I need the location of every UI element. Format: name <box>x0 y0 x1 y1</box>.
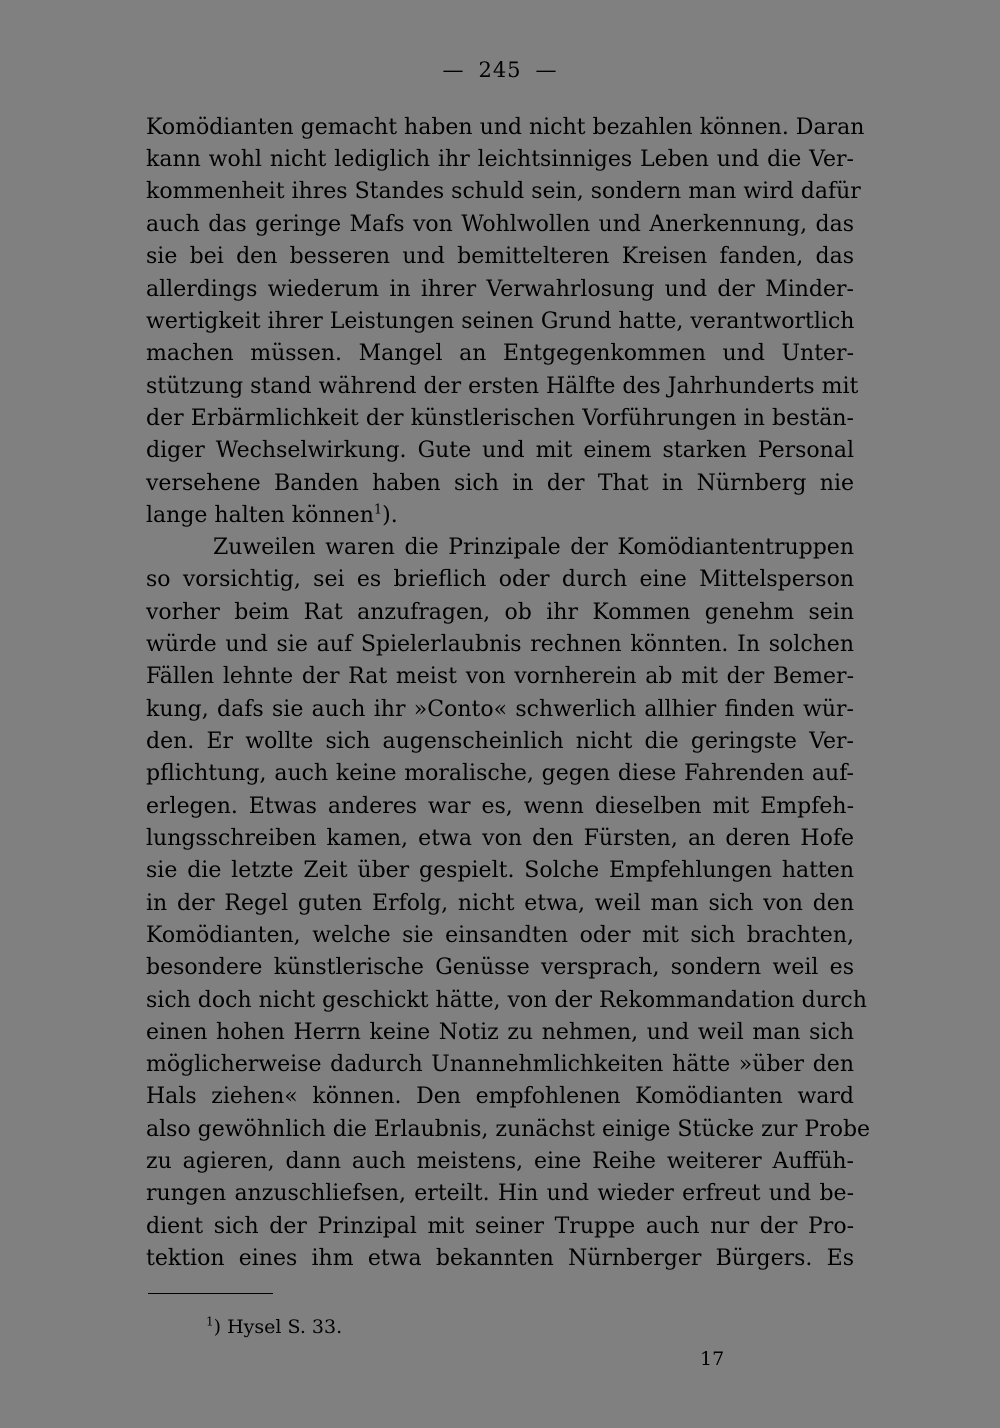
text-line: auch das geringe Mafs von Wohlwollen und Anerkennung, das <box>146 212 854 237</box>
text-line: rungen anzuschliefsen, erteilt. Hin und wieder erfreut und be- <box>146 1181 854 1206</box>
text-line: den. Er wollte sich augenscheinlich nicht die geringste Ver- <box>146 729 854 754</box>
text-line: sie bei den besseren und bemittelteren Kreisen fanden, das <box>146 244 854 269</box>
text-line: kommenheit ihres Standes schuld sein, sondern man wird dafür <box>146 179 861 204</box>
footnote-ref-marker: 1 <box>373 502 383 518</box>
footnote <box>206 1313 342 1341</box>
text-line: allerdings wiederum in ihrer Verwahrlosung und der Minder- <box>146 277 854 302</box>
page-number: 245 <box>478 58 522 82</box>
text-line: machen müssen. Mangel an Entgegenkommen und Unter- <box>146 341 854 366</box>
text-line: stützung stand während der ersten Hälfte des Jahrhunderts mit <box>146 374 859 399</box>
text-line: Komödianten, welche sie einsandten oder mit sich brachten, <box>146 923 854 948</box>
footnote-separator <box>148 1293 273 1294</box>
text-line: sie die letzte Zeit über gespielt. Solche Empfehlungen hatten <box>146 858 854 883</box>
text-line: Komödianten gemacht haben und nicht bezahlen können. Daran <box>146 115 865 140</box>
header-dash-left: — <box>442 58 465 82</box>
text-line: wertigkeit ihrer Leistungen seinen Grund hatte, verantwortlich <box>146 309 855 334</box>
text-line: versehene Banden haben sich in der That in Nürnberg nie <box>146 471 854 496</box>
text-line: lange halten können <box>146 503 374 528</box>
header-dash-right: — <box>535 58 558 82</box>
text-line: zu agieren, dann auch meistens, eine Reihe weiterer Auffüh- <box>146 1149 854 1174</box>
text-line: einen hohen Herrn keine Notiz zu nehmen, und weil man sich <box>146 1020 854 1045</box>
text-line: lungsschreiben kamen, etwa von den Fürsten, an deren Hofe <box>146 826 854 851</box>
text-line: besondere künstlerische Genüsse versprach, sondern weil es <box>146 955 854 980</box>
text-line: kann wohl nicht lediglich ihr leichtsinniges Leben und die Ver- <box>146 147 854 172</box>
footnote-marker: 1 <box>206 1314 214 1329</box>
text-line: pflichtung, auch keine moralische, gegen diese Fahrenden auf- <box>146 761 854 786</box>
text-line: kung, dafs sie auch ihr »Conto« schwerlich allhier finden wür- <box>146 697 854 722</box>
text-line: Hals ziehen« können. Den empfohlenen Komödianten ward <box>146 1084 854 1109</box>
text-line-with-footnote-ref <box>146 500 854 532</box>
paragraph-first-line: Zuweilen waren die Prinzipale der Komödiantentruppen <box>213 535 854 560</box>
text-line: möglicherweise dadurch Unannehmlichkeiten hätte »über den <box>146 1052 854 1077</box>
text-line: so vorsichtig, sei es brieflich oder durch eine Mittelsperson <box>146 567 854 592</box>
text-line: sich doch nicht geschickt hätte, von der Rekommandation durch <box>146 988 867 1013</box>
page-header <box>0 58 1000 82</box>
text-line: tektion eines ihm etwa bekannten Nürnberger Bürgers. Es <box>146 1246 854 1271</box>
footnote-text: ) Hysel S. 33. <box>213 1316 343 1338</box>
text-line: Fällen lehnte der Rat meist von vornherein ab mit der Bemer- <box>146 664 854 689</box>
text-line: erlegen. Etwas anderes war es, wenn dieselben mit Empfeh- <box>146 794 854 819</box>
text-line: diger Wechselwirkung. Gute und mit einem starken Personal <box>146 438 854 463</box>
signature-mark: 17 <box>700 1348 725 1370</box>
text-line: in der Regel guten Erfolg, nicht etwa, weil man sich von den <box>146 891 854 916</box>
text-line: vorher beim Rat anzufragen, ob ihr Kommen genehm sein <box>146 600 854 625</box>
text-line: dient sich der Prinzipal mit seiner Truppe auch nur der Pro- <box>146 1214 854 1239</box>
text-line: würde und sie auf Spielerlaubnis rechnen könnten. In solchen <box>146 632 854 657</box>
text-line: der Erbärmlichkeit der künstlerischen Vorführungen in bestän- <box>146 406 854 431</box>
footnote-ref-close: ). <box>382 503 398 528</box>
text-line: also gewöhnlich die Erlaubnis, zunächst einige Stücke zur Probe <box>146 1117 871 1142</box>
